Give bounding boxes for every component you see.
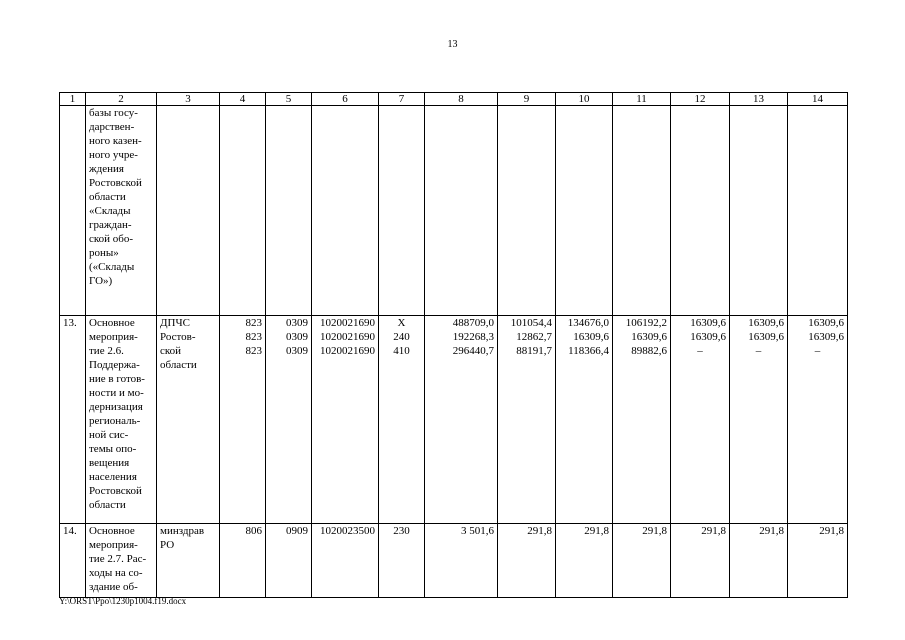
cell: 1020023500 [312, 524, 379, 598]
cell: 291,8 [613, 524, 671, 598]
table-row [60, 316, 848, 524]
activity-name [86, 524, 157, 598]
page-number: 13 [447, 39, 458, 50]
column-header: 9 [498, 93, 556, 106]
cell-line: ской [160, 345, 182, 357]
cell [425, 316, 498, 524]
column-header: 4 [220, 93, 266, 106]
cell [613, 106, 671, 316]
cell [788, 106, 848, 316]
cell [266, 316, 312, 524]
cell-line: 89882,6 [631, 345, 667, 357]
cell-line: ного учре- [89, 149, 138, 161]
cell-line: «Склады [89, 205, 131, 217]
cell [671, 316, 730, 524]
cell-line: дернизация [89, 401, 143, 413]
column-header: 1 [60, 93, 86, 106]
cell-line: тие 2.7. Рас- [89, 553, 147, 565]
cell-line: минздрав [160, 525, 205, 537]
cell-line: 88191,7 [516, 345, 552, 357]
column-header: 3 [157, 93, 220, 106]
header-row [60, 93, 848, 106]
cell-line: 16309,6 [690, 317, 726, 329]
file-path-footer: Y:\ORST\Ppo\1230p1004.f19.docx [59, 596, 187, 606]
cell-line: 410 [393, 345, 410, 357]
cell-line: 12862,7 [516, 331, 552, 343]
cell [788, 316, 848, 524]
cell: 0909 [266, 524, 312, 598]
cell: 806 [220, 524, 266, 598]
cell [730, 106, 788, 316]
cell-line: 0309 [286, 345, 308, 357]
cell-line: 823 [245, 317, 262, 329]
cell: 291,8 [498, 524, 556, 598]
cell-line: базы госу- [89, 107, 138, 119]
executor [157, 316, 220, 524]
cell-line: граждан- [89, 219, 132, 231]
column-header: 12 [671, 93, 730, 106]
cell-line: – [697, 345, 703, 357]
cell-line: 16309,6 [748, 317, 784, 329]
cell: 230 [379, 524, 425, 598]
cell-line: 0309 [286, 317, 308, 329]
cell-line: региональ- [89, 415, 141, 427]
cell [220, 106, 266, 316]
cell-line: 1020021690 [320, 331, 375, 343]
cell-line: 192268,3 [452, 331, 494, 343]
cell-line: – [814, 345, 821, 357]
cell-line: 16309,6 [748, 331, 784, 343]
cell-line: ской обо- [89, 233, 134, 245]
cell: 291,8 [788, 524, 848, 598]
cell [498, 106, 556, 316]
cell-line: («Склады [89, 261, 135, 273]
cell-line: ДПЧС [160, 317, 190, 329]
cell-line: Ростовской [89, 485, 142, 497]
column-header: 11 [613, 93, 671, 106]
column-header: 8 [425, 93, 498, 106]
cell-line: населения [89, 471, 137, 483]
cell-line: темы опо- [89, 443, 137, 455]
cell [556, 106, 613, 316]
table-row [60, 106, 848, 316]
cell-line: Ростовской [89, 177, 142, 189]
cell-line: 118366,4 [568, 345, 609, 357]
cell-line: 134676,0 [567, 317, 609, 329]
cell [425, 106, 498, 316]
cell [312, 106, 379, 316]
table-row [60, 524, 848, 598]
cell-line: Ростов- [160, 331, 196, 343]
cell-line: ждения [89, 163, 124, 175]
column-header: 13 [730, 93, 788, 106]
cell [730, 316, 788, 524]
cell-line: 16309,6 [808, 317, 844, 329]
cell-line: области [160, 359, 197, 371]
budget-table [59, 92, 848, 598]
cell [86, 106, 157, 316]
cell-line: 823 [245, 331, 262, 343]
row-number: 13. [60, 316, 86, 524]
cell-line: мероприя- [89, 539, 138, 551]
cell-line: ГО») [89, 275, 113, 287]
cell [379, 106, 425, 316]
cell-line: области [89, 191, 126, 203]
cell-line: 823 [245, 345, 262, 357]
column-header: 6 [312, 93, 379, 106]
cell-line: ного казен- [89, 135, 142, 147]
cell-line: 1020021690 [320, 345, 375, 357]
cell-line: Поддержа- [89, 359, 140, 371]
cell-line: ной сис- [89, 429, 129, 441]
cell-line: вещения [89, 457, 130, 469]
column-header: 7 [379, 93, 425, 106]
cell: 291,8 [730, 524, 788, 598]
executor [157, 524, 220, 598]
column-header: 2 [86, 93, 157, 106]
cell-line: 488709,0 [452, 317, 494, 329]
cell-line: ности и мо- [89, 387, 144, 399]
cell-line: 106192,2 [625, 317, 667, 329]
cell-line: 16309,6 [631, 331, 667, 343]
cell-line: области [89, 499, 126, 511]
cell [157, 106, 220, 316]
cell: 3 501,6 [425, 524, 498, 598]
cell: 291,8 [556, 524, 613, 598]
cell [220, 316, 266, 524]
cell [312, 316, 379, 524]
row-number: 14. [60, 524, 86, 598]
cell-line: ходы на со- [89, 567, 143, 579]
cell [613, 316, 671, 524]
cell [266, 106, 312, 316]
cell-line: 240 [393, 331, 410, 343]
column-header: 5 [266, 93, 312, 106]
cell-line: 16309,6 [690, 331, 726, 343]
column-header: 14 [788, 93, 848, 106]
cell [60, 106, 86, 316]
cell-line: 296440,7 [452, 345, 494, 357]
cell [556, 316, 613, 524]
cell: 291,8 [671, 524, 730, 598]
cell-line: 16309,6 [573, 331, 609, 343]
cell-line: 16309,6 [808, 331, 844, 343]
cell-line: роны» [89, 247, 119, 259]
column-header: 10 [556, 93, 613, 106]
cell-line: 101054,4 [510, 317, 552, 329]
cell [379, 316, 425, 524]
cell [498, 316, 556, 524]
cell-line: мероприя- [89, 331, 138, 343]
cell-line: Х [397, 317, 406, 329]
activity-name [86, 316, 157, 524]
cell-line: – [755, 345, 762, 357]
cell-line: дарствен- [89, 121, 135, 133]
cell-line: ние в готов- [89, 373, 145, 385]
cell-line: здание об- [89, 581, 138, 593]
cell [671, 106, 730, 316]
cell-line: Основное [89, 317, 135, 329]
cell-line: тие 2.6. [89, 345, 124, 357]
cell-line: РО [160, 539, 175, 551]
cell-line: 1020021690 [320, 317, 375, 329]
cell-line: 0309 [286, 331, 308, 343]
cell-line: Основное [89, 525, 135, 537]
